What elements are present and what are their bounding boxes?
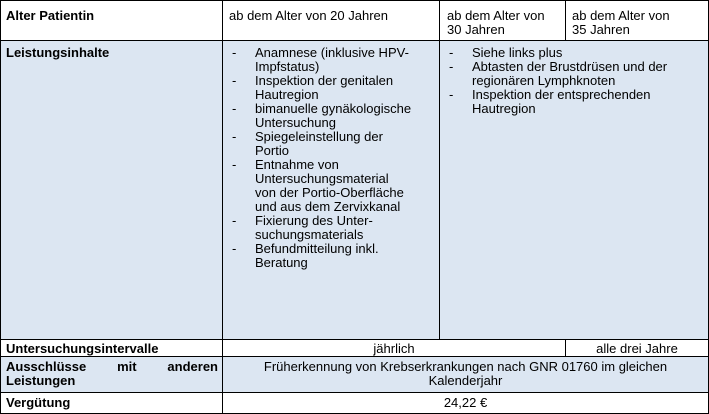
age-30-line1: ab dem Alter von bbox=[447, 8, 545, 23]
exclusions-label-line1: Ausschlüsse mit anderen bbox=[6, 359, 218, 374]
service-item-line: - Fixierung des Unter- bbox=[255, 213, 373, 228]
service-item-line: - Anamnese (inklusive HPV- bbox=[255, 45, 409, 60]
services-20-list bbox=[224, 46, 438, 270]
service-item-line: - Spiegeleinstellung der bbox=[255, 129, 383, 144]
interval-label: Untersuchungsintervalle bbox=[6, 341, 159, 356]
service-item-line: - Abtasten der Brustdrüsen und der bbox=[472, 59, 668, 74]
exclusions-text-line1: Früherkennung von Krebserkrankungen nach GNR 01760 im gleichen bbox=[263, 359, 668, 374]
service-item-line: von der Portio-Oberfläche bbox=[255, 185, 404, 200]
age-35-line2: 35 Jahren bbox=[572, 22, 630, 37]
interval-yearly: jährlich bbox=[373, 341, 415, 356]
service-item-line: Impfstatus) bbox=[255, 59, 320, 74]
service-item-line: Portio bbox=[255, 143, 289, 158]
service-item-line: Hautregion bbox=[472, 101, 536, 116]
service-item-line: suchungsmaterials bbox=[255, 227, 364, 242]
service-item-line: Beratung bbox=[255, 255, 308, 270]
border-col3-top bbox=[565, 0, 566, 41]
service-item-line: und aus dem Zervixkanal bbox=[255, 199, 401, 214]
border-row3 bbox=[0, 356, 709, 357]
services-30-list bbox=[441, 46, 687, 116]
border-left bbox=[0, 0, 1, 414]
interval-three-years: alle drei Jahre bbox=[596, 341, 678, 356]
service-item-line: regionären Lymphknoten bbox=[472, 73, 616, 88]
exclusions-label-line2: Leistungen bbox=[6, 373, 76, 388]
fee-value: 24,22 € bbox=[443, 395, 488, 410]
service-item bbox=[224, 46, 438, 74]
service-item bbox=[441, 46, 687, 60]
patient-age-label: Alter Patientin bbox=[6, 8, 95, 23]
service-item-line: Hautregion bbox=[255, 87, 319, 102]
service-item-line: - Siehe links plus bbox=[472, 45, 563, 60]
service-item bbox=[224, 102, 438, 130]
service-item bbox=[441, 60, 687, 88]
border-row1 bbox=[0, 40, 709, 41]
border-row2 bbox=[0, 339, 709, 340]
exclusions-text bbox=[223, 360, 708, 388]
service-item bbox=[441, 88, 687, 116]
age-20-header: ab dem Alter von 20 Jahren bbox=[229, 8, 388, 23]
service-item bbox=[224, 74, 438, 102]
service-item-line: - Entnahme von bbox=[255, 157, 339, 172]
service-item-line: - bimanuelle gynäkologische bbox=[255, 101, 412, 116]
border-col2 bbox=[439, 0, 440, 340]
service-item-line: - Befundmitteilung inkl. bbox=[255, 241, 379, 256]
age-35-header bbox=[572, 9, 670, 37]
service-item bbox=[224, 242, 438, 270]
service-item bbox=[224, 214, 438, 242]
age-30-line2: 30 Jahren bbox=[447, 22, 505, 37]
service-item-line: Untersuchungsmaterial bbox=[255, 171, 389, 186]
border-col3-interval bbox=[565, 339, 566, 357]
fee-label: Vergütung bbox=[6, 395, 71, 410]
age-30-header bbox=[447, 9, 545, 37]
services-label: Leistungsinhalte bbox=[6, 45, 110, 60]
service-item-line: - Inspektion der genitalen bbox=[255, 73, 394, 88]
service-item bbox=[224, 130, 438, 158]
exclusions-text-line2: Kalenderjahr bbox=[428, 373, 503, 388]
age-35-line1: ab dem Alter von bbox=[572, 8, 670, 23]
border-row4 bbox=[0, 392, 709, 393]
services-label-bg bbox=[1, 41, 222, 339]
service-item-line: - Inspektion der entsprechenden bbox=[472, 87, 651, 102]
border-top bbox=[0, 0, 709, 1]
exclusions-label bbox=[6, 360, 218, 388]
service-item bbox=[224, 158, 438, 214]
service-item-line: Untersuchung bbox=[255, 115, 336, 130]
border-col1 bbox=[222, 0, 223, 414]
